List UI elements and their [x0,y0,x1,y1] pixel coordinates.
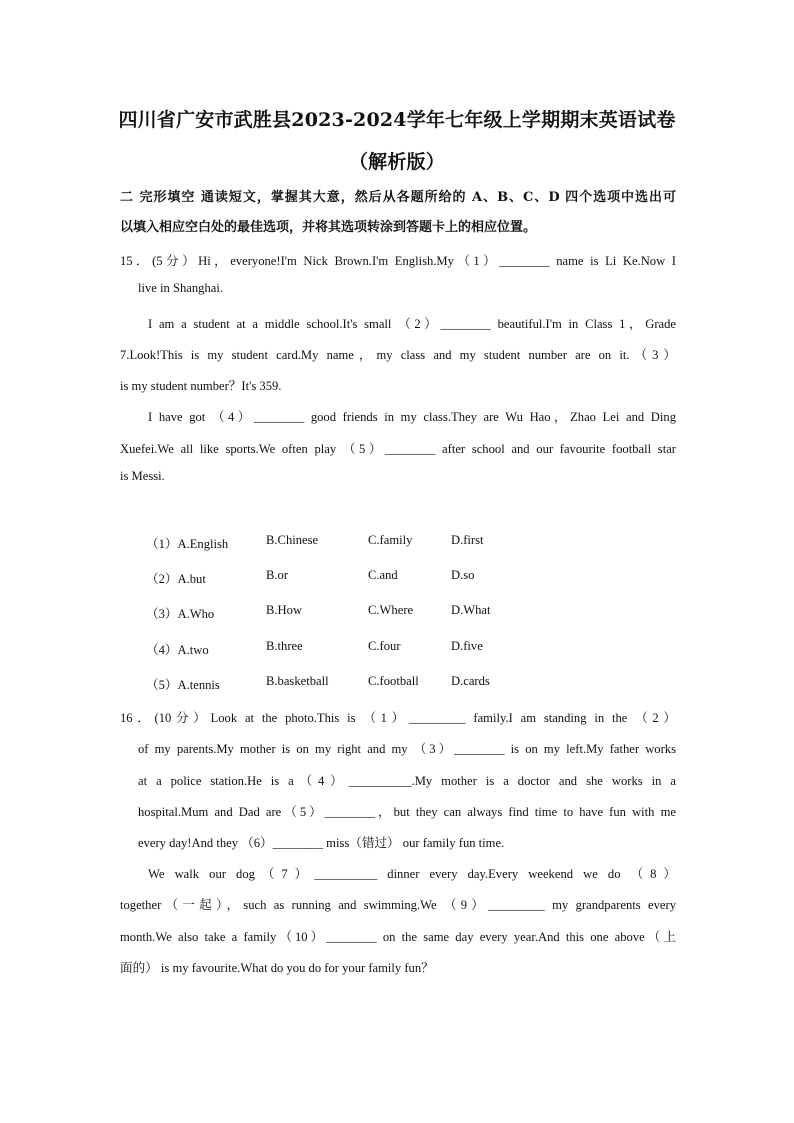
option-a: （2）A.but [146,572,206,586]
passage-line: 面的） is my favourite.What do you do for your family fun？ [120,961,434,975]
option-c: C.four [368,639,401,653]
passage-line: together（一起），such as running and swimming.We （9）_________ my grandparents every [120,898,676,912]
option-d: D.five [451,639,483,653]
option-b: B.three [266,639,303,653]
option-a: （5）A.tennis [146,678,220,692]
option-a: （3）A.Who [146,607,215,621]
passage-line: 15．(5分）Hi，everyone!I'm Nick Brown.I'm English.My（1）________ name is Li Ke.Now I [120,254,676,268]
passage-line: of my parents.My mother is on my right and my （3）________ is on my left.My father works [138,742,676,756]
passage-line: is Messi. [120,469,165,483]
section-instructions [120,183,676,243]
option-d: D.so [451,568,475,582]
passage-line: hospital.Mum and Dad are（5）________，but they can always find time to have fun with me [138,805,676,819]
option-b: B.or [266,568,289,582]
page-subtitle: （解析版） [348,151,445,173]
passage-line: I am a student at a middle school.It's small （2）________ beautiful.I'm in Class 1，Grade [148,317,676,331]
option-b: B.How [266,603,303,617]
option-c: C.Where [368,603,414,617]
passage-line: live in Shanghai. [138,281,223,295]
passage-line: I have got （4）________ good friends in my class.They are Wu Hao，Zhao Lei and Ding [148,410,676,424]
option-c: C.and [368,568,398,582]
passage-line: month.We also take a family（10）________ on the same day every year.And this one above（上 [120,930,676,944]
passage-line: 16．(10分）Look at the photo.This is （1）_________ family.I am standing in the （2） [120,711,676,725]
option-c: C.football [368,674,419,688]
option-c: C.family [368,533,413,547]
option-a: （4）A.two [146,643,209,657]
section-instructions-line-2: 以填入相应空白处的最佳选项，并将其选项转涂到答题卡上的相应位置。 [120,220,537,235]
option-d: D.What [451,603,491,617]
option-d: D.cards [451,674,490,688]
passage-line: at a police station.He is a（4）__________.My mother is a doctor and she works in a [138,774,676,788]
page-title: 四川省广安市武胜县2023-2024学年七年级上学期期末英语试卷 [118,109,676,131]
option-b: B.Chinese [266,533,319,547]
passage-line: every day!And they （6）________ miss（错过） our family fun time. [138,836,505,850]
option-a: （1）A.English [146,537,229,551]
passage-line: We walk our dog（7）__________ dinner every day.Every weekend we do （8） [148,867,676,881]
option-b: B.basketball [266,674,329,688]
passage-line: Xuefei.We all like sports.We often play （5）________ after school and our favourite football star [120,442,676,456]
option-d: D.first [451,533,484,547]
passage-line: 7.Look!This is my student card.My name，my class and my student number are on it.（3） [120,348,676,362]
passage-line: is my student number？It's 359. [120,379,282,393]
section-instructions-line-1: 二 完形填空 通读短文，掌握其大意，然后从各题所给的 A、B、C、D 四个选项中选出可 [120,190,676,205]
